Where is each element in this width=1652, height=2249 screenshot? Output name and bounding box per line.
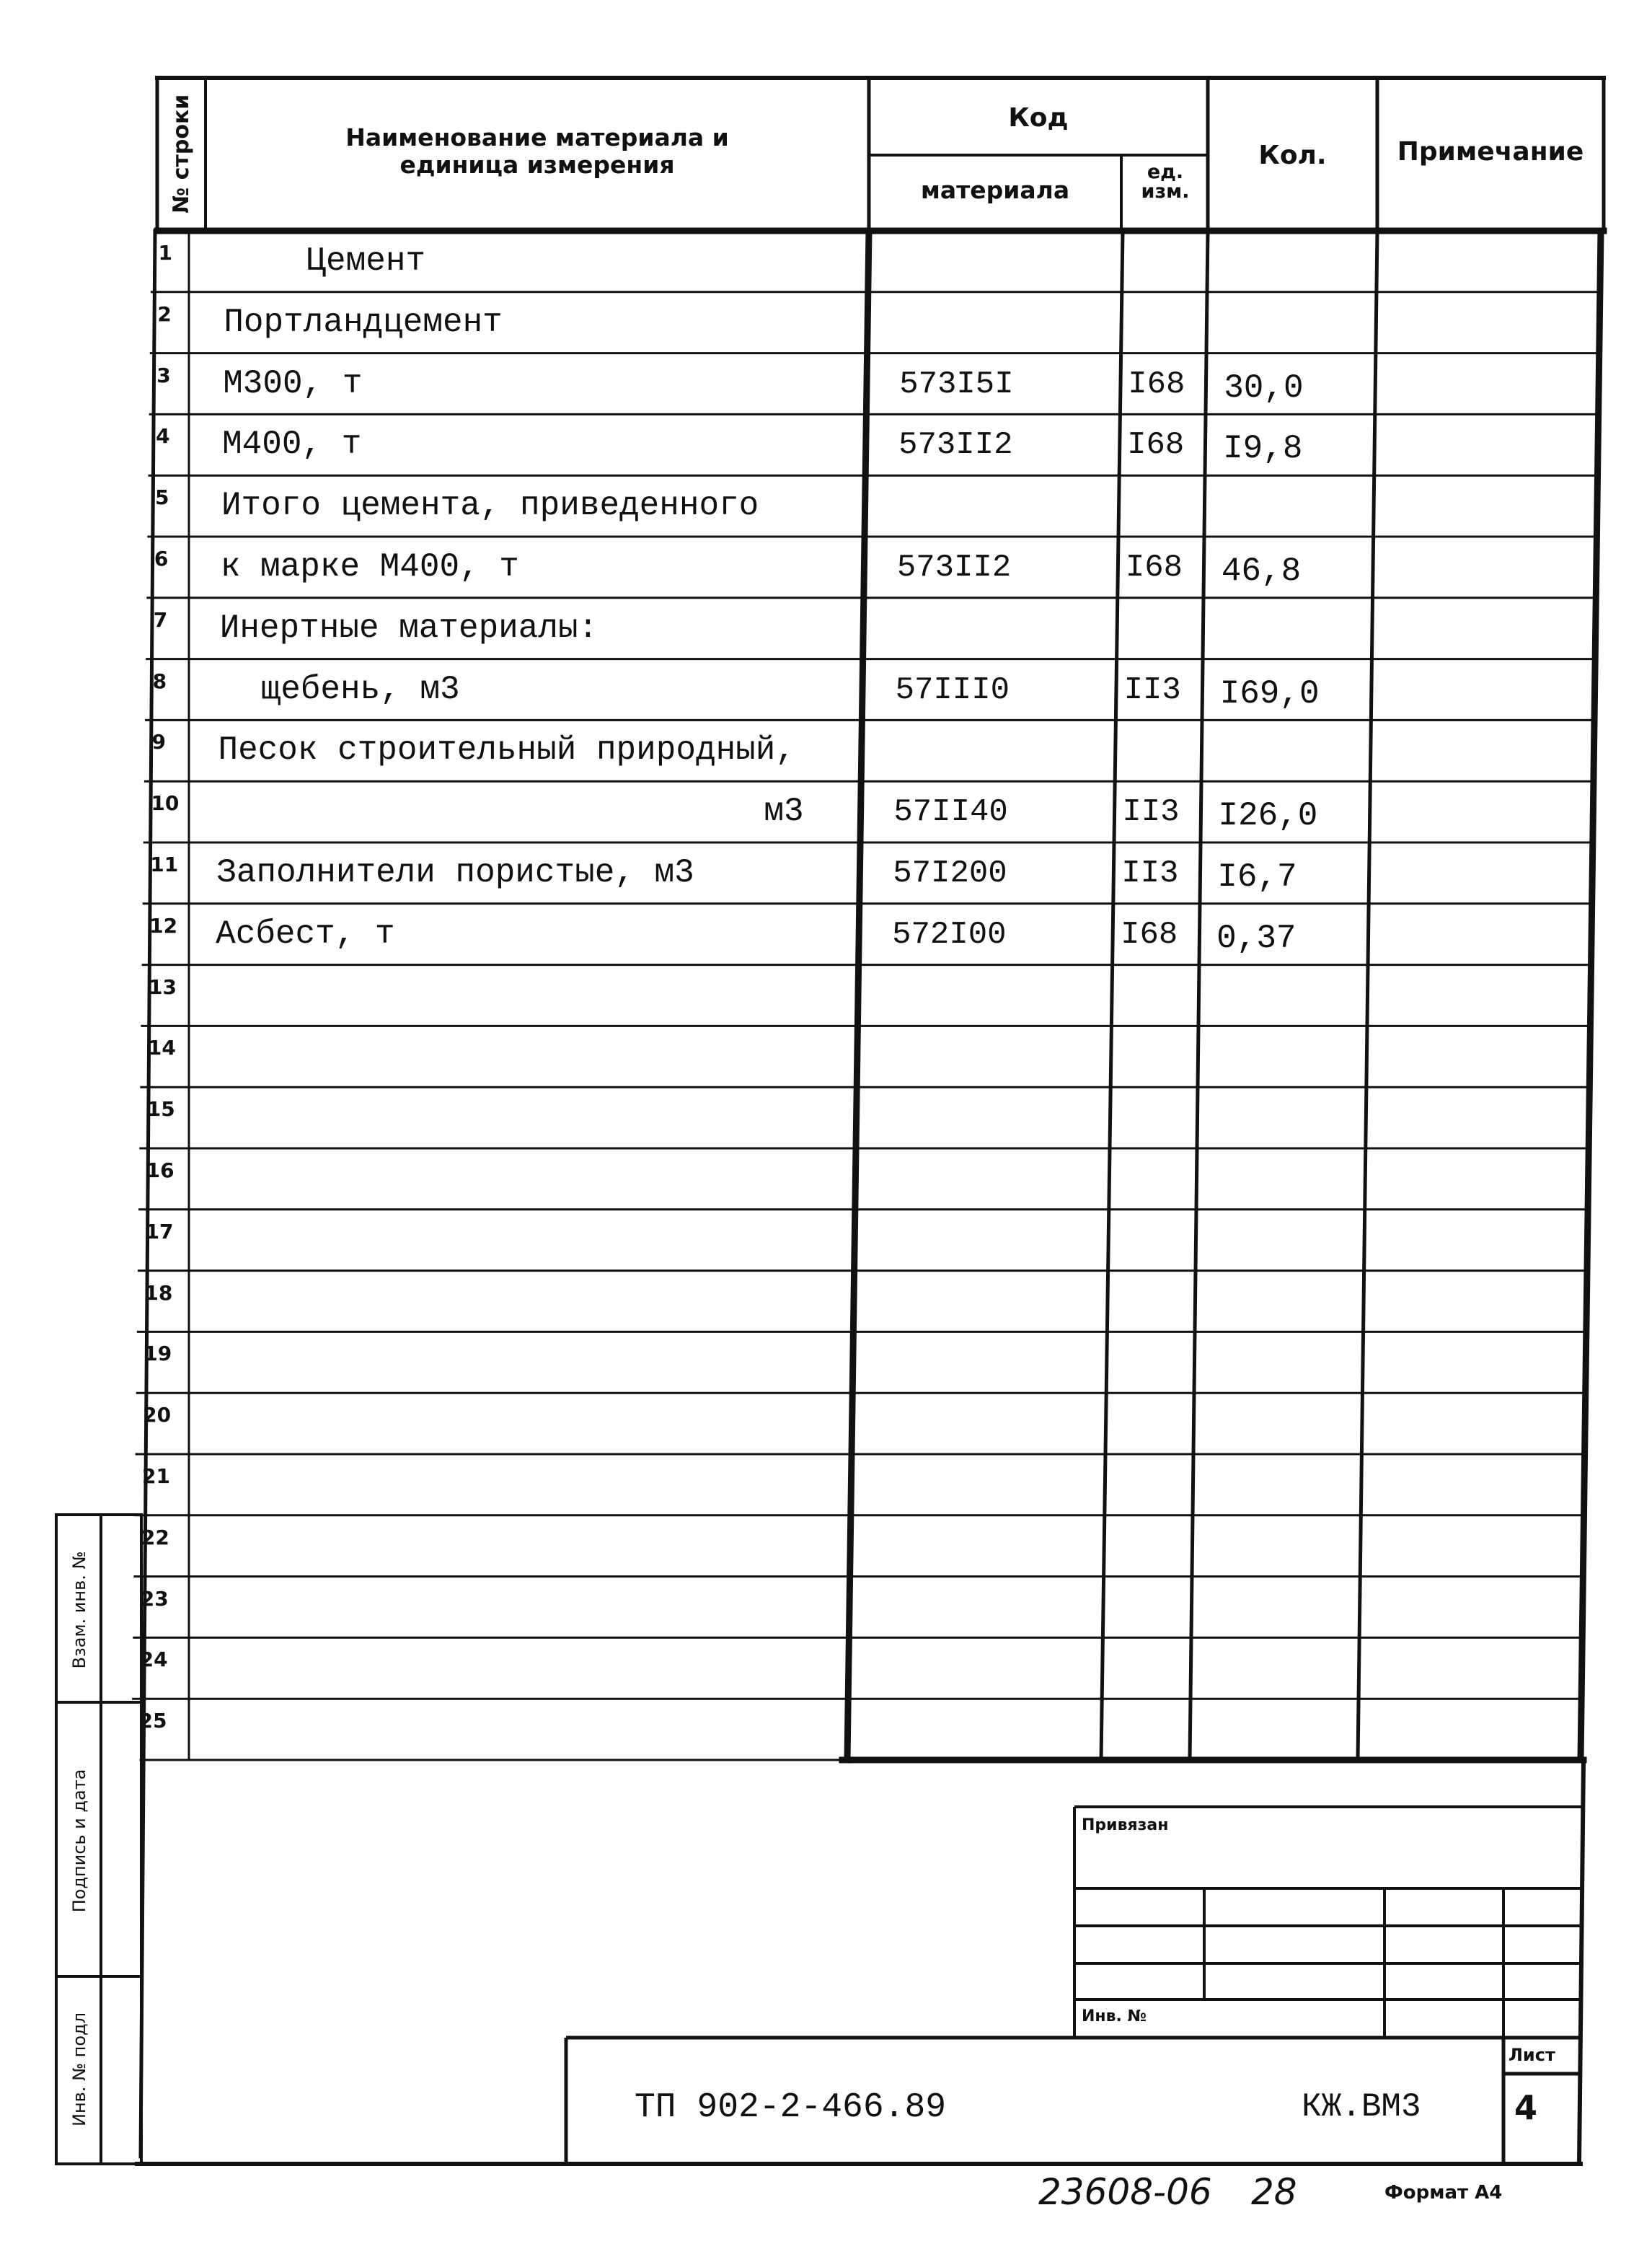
row-number: 21: [142, 1464, 170, 1488]
material-name: М400, т: [222, 426, 362, 464]
table-row: [0, 842, 1652, 904]
row-number: 7: [153, 607, 168, 632]
table-row: [0, 1393, 1652, 1454]
document-mark: КЖ.ВМ3: [1302, 2088, 1421, 2126]
table-row: [0, 904, 1652, 965]
row-number: 1: [158, 241, 172, 265]
material-name: м3: [764, 793, 804, 831]
row-number: 15: [146, 1097, 175, 1122]
material-name: Портландцемент: [224, 303, 503, 341]
material-code: 572I00: [892, 916, 1007, 953]
material-code: 57II40: [893, 794, 1008, 831]
quantity: 30,0: [1224, 369, 1304, 407]
quantity: 0,37: [1216, 919, 1297, 957]
row-number: 5: [154, 485, 169, 510]
unit-code: II3: [1122, 794, 1180, 831]
side-label-vzam-inv: Взам. инв. №: [69, 1551, 89, 1669]
row-number: 23: [140, 1586, 169, 1611]
row-number: 17: [145, 1219, 174, 1244]
unit-code: II3: [1123, 672, 1181, 708]
unit-code: I68: [1121, 916, 1178, 953]
quantity: I26,0: [1218, 797, 1318, 835]
table-row: [0, 1454, 1652, 1515]
row-number: 20: [143, 1403, 172, 1427]
header-material-name: Наименование материала и единица измерения: [345, 123, 729, 179]
format-label: Формат А4: [1384, 2182, 1503, 2204]
table-row: [0, 231, 1652, 292]
handwritten-number: 23608-06: [1038, 2171, 1212, 2213]
sheet-number: 4: [1514, 2088, 1538, 2127]
quantity: I69,0: [1219, 674, 1320, 713]
header-row-no: [157, 78, 206, 231]
header-code: Код: [1008, 103, 1069, 133]
row-number: 2: [157, 302, 172, 326]
unit-code: I68: [1125, 550, 1183, 586]
inv-no-label: Инв. №: [1082, 2007, 1147, 2025]
unit-code: I68: [1127, 427, 1185, 464]
material-code: 57III0: [895, 672, 1010, 708]
material-name: щебень, м3: [260, 670, 460, 708]
header-row-no-label: № строки: [168, 94, 194, 214]
table-row: [0, 659, 1652, 721]
row-number: 18: [144, 1280, 173, 1305]
material-name: Итого цемента, приведенного: [221, 487, 759, 525]
table-row: [0, 353, 1652, 415]
table-row: [0, 1148, 1652, 1210]
material-name: Асбест, т: [216, 915, 395, 953]
quantity: I9,8: [1223, 430, 1303, 468]
table-row: [0, 1699, 1652, 1760]
material-code: 573I5I: [899, 366, 1014, 402]
table-row: [0, 1210, 1652, 1271]
row-number: 6: [154, 547, 169, 571]
unit-code: I68: [1128, 366, 1185, 402]
material-name: Цемент: [306, 242, 426, 280]
material-code: 57I200: [893, 855, 1007, 892]
table-row: [0, 292, 1652, 353]
row-number: 22: [141, 1525, 169, 1549]
table-row: [0, 965, 1652, 1026]
row-number: 25: [138, 1709, 167, 1733]
table-row: [0, 781, 1652, 842]
row-number: 13: [149, 974, 177, 999]
sheet-label: Лист: [1509, 2045, 1555, 2065]
material-name: Инертные материалы:: [219, 609, 598, 647]
table-row: [0, 537, 1652, 598]
row-number: 8: [152, 669, 167, 693]
material-name: Песок строительный природный,: [218, 731, 795, 770]
header-qty: Кол.: [1258, 141, 1327, 170]
row-number: 19: [143, 1342, 172, 1366]
row-number: 3: [156, 363, 171, 387]
header-code-material: материала: [920, 176, 1070, 204]
table-row: [0, 720, 1652, 781]
header-note: Примечание: [1397, 137, 1584, 167]
material-code: 573II2: [898, 427, 1013, 464]
quantity: 46,8: [1221, 553, 1302, 590]
table-row: [0, 598, 1652, 659]
privyazan-label: Привязан: [1082, 1816, 1169, 1834]
table-row: [0, 1577, 1652, 1638]
side-label-sign-date: Подпись и дата: [69, 1769, 89, 1913]
row-number: 16: [146, 1158, 175, 1182]
row-number: 12: [149, 913, 178, 938]
row-number: 10: [151, 791, 180, 816]
material-name: Заполнители пористые, м3: [216, 854, 694, 892]
row-number: 4: [156, 424, 170, 449]
row-number: 24: [139, 1647, 168, 1672]
table-row: [0, 1087, 1652, 1148]
table-row: [0, 1271, 1652, 1332]
material-name: М300, т: [223, 364, 363, 402]
material-name: к марке М400, т: [220, 548, 519, 586]
document-code: ТП 902-2-466.89: [635, 2088, 947, 2127]
quantity: I6,7: [1217, 858, 1297, 896]
handwritten-number-2: 28: [1251, 2171, 1297, 2213]
row-number: 11: [150, 853, 179, 876]
table-row: [0, 1026, 1652, 1087]
table-row: [0, 1637, 1652, 1699]
material-code: 573II2: [896, 550, 1012, 586]
side-label-inv-podl: Инв. № подл: [69, 2012, 89, 2126]
table-row: [0, 1332, 1652, 1393]
table-row: [0, 1515, 1652, 1577]
table-row: [0, 414, 1652, 475]
unit-code: II3: [1121, 855, 1179, 892]
header-unit: ед. изм.: [1141, 161, 1190, 203]
row-number: 9: [151, 730, 166, 754]
table-row: [0, 475, 1652, 537]
row-number: 14: [147, 1036, 176, 1060]
